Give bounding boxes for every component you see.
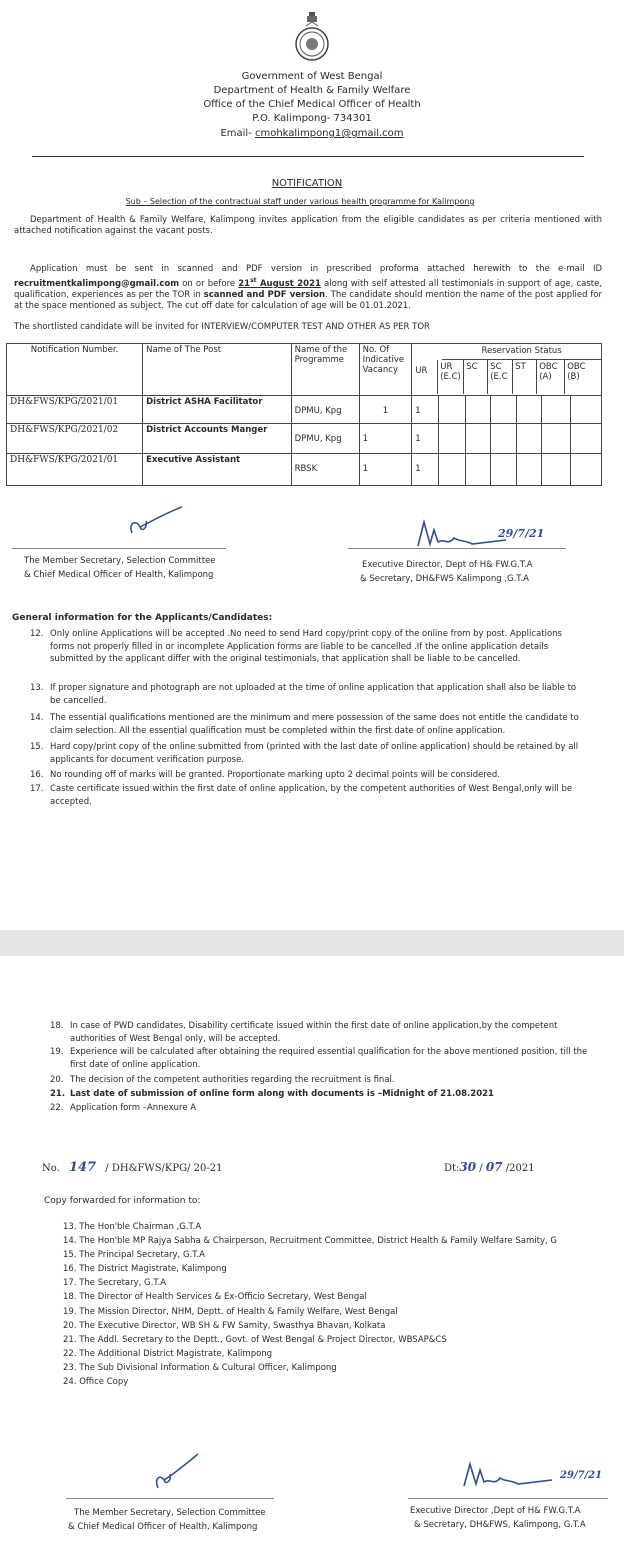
res-col-obc-a: OBC (A) — [537, 360, 565, 394]
list-item: 14. The essential qualifications mentioned are the minimum and mere possession of the same does not entitle the candidate to claim selection. All the essential qualification must be completed within the first date of online application. — [30, 713, 579, 736]
state-emblem — [293, 12, 331, 62]
list-item: 19. The Mission Director, NHM, Deptt. of Health & Family Welfare, West Bengal — [63, 1306, 398, 1317]
signature-line-left-2 — [66, 1498, 274, 1499]
member-secretary-signature-2 — [152, 1452, 202, 1496]
general-info-list — [30, 628, 586, 809]
list-item: 21. The Addl. Secretary to the Deptt., Govt. of West Bengal & Project Director, WBSAP&CS — [63, 1334, 447, 1345]
list-item: 17. The Secretary, G.T.A — [63, 1278, 167, 1289]
signature-line-left — [12, 548, 226, 549]
executive-director-title-1: Executive Director, Dept of H& FW.G.T.A — [362, 560, 533, 570]
res-col-obc-b: OBC (B) — [567, 362, 586, 382]
vacancy-table — [6, 343, 602, 486]
list-item: 22. The Additional District Magistrate, Kalimpong — [63, 1348, 273, 1359]
email-label: Email- — [220, 128, 252, 139]
executive-director-title-2b: & Secretary, DH&FWS, Kalimpong, G.T.A — [414, 1520, 586, 1530]
list-item: 22. Application form –Annexure A — [50, 1103, 197, 1113]
list-item: 16. The District Magistrate, Kalimpong — [63, 1264, 227, 1275]
list-item: 24. Office Copy — [63, 1377, 129, 1388]
application-paragraph: Application must be sent in scanned and PDF version in prescribed proforma attached herewith to the e-mail ID recruitmentkalimpong@gmail.com on or before 21st August 2021 along with self attested all testimonials in support of age, caste, qualification, experiences as per the TOR in scanned and PDF version. The candidate should mention the name of the post applied for at the space mentioned as subject. The cut off date for calculation of age will be 01.01.2021. — [14, 264, 603, 311]
list-item: 15. Hard copy/print copy of the online submitted from (printed with the last date of online application) should be retained by all applicants for document verification purpose. — [30, 742, 579, 765]
list-item: 16. No rounding off of marks will be granted. Proportionate marking upto 2 decimal points will be considered. — [30, 770, 500, 780]
copy-forwarded-title: Copy forwarded for information to: — [44, 1196, 201, 1206]
header-government: Government of West Bengal — [241, 71, 383, 82]
copy-list — [63, 1220, 624, 1389]
list-item: 17. Caste certificate issued within the first date of online application, by the competent authorities of West Bengal,only will be accepted. — [30, 784, 573, 807]
executive-director-signature-2 — [460, 1458, 556, 1498]
table-row: DH&FWS/KPG/2021/01 District ASHA Facilitator DPMU, Kpg 1 1 — [7, 396, 602, 424]
list-item: 13. The Hon'ble Chairman ,G.T.A — [63, 1222, 202, 1232]
header-programme: Name of the Programme — [291, 344, 359, 396]
notification-title: NOTIFICATION — [271, 178, 343, 189]
general-info-list-continued — [50, 1020, 598, 1116]
list-item: 18. In case of PWD candidates, Disability certificate issued within the first date of online application,by the competent authorities of West Bengal only, will be accepted. — [50, 1021, 558, 1044]
intro-paragraph: Department of Health & Family Welfare, Kalimpong invites application from the eligible candidates as per criteria mentioned with attached notification against the vacant posts. — [14, 215, 602, 236]
signature-date-1: 29/7/21 — [498, 527, 545, 540]
memo-number-handwritten: 147 — [68, 1160, 97, 1175]
res-col-ur: UR — [412, 360, 438, 394]
member-secretary-title-2b: & Chief Medical Officer of Health, Kalimpong — [68, 1522, 258, 1532]
memo-date: Dt:30 / 07 /2021 — [444, 1160, 535, 1174]
recruitment-email[interactable]: recruitmentkalimpong@gmail.com — [14, 278, 180, 289]
list-item: 19. Experience will be calculated after obtaining the required essential qualification for the above mentioned position, till the first date of online application. — [50, 1047, 588, 1070]
header-email-line — [0, 127, 624, 141]
member-secretary-signature — [126, 505, 186, 545]
signature-line-right — [348, 548, 566, 549]
list-item: 23. The Sub Divisional Information & Cultural Officer, Kalimpong — [63, 1362, 337, 1373]
res-col-sc: SC — [464, 360, 488, 394]
res-col-ur-ec: UR (E.C) — [438, 360, 464, 394]
executive-director-signature — [414, 516, 510, 560]
header-post-name: Name of The Post — [143, 344, 291, 396]
memo-number: No. 147 / DH&FWS/KPG/ 20-21 — [42, 1160, 223, 1175]
list-item: 14. The Hon'ble MP Rajya Sabha & Chairperson, Recruitment Committee, District Health & Family Welfare Samity, G — [63, 1236, 557, 1247]
list-item: 18. The Director of Health Services & Ex-Officio Secretary, West Bengal — [63, 1292, 367, 1303]
list-item: 21. Last date of submission of online form along with documents is –Midnight of 21.08.2021 — [50, 1089, 494, 1099]
email-link[interactable]: cmohkalimpong1@gmail.com — [254, 128, 404, 139]
header-department: Department of Health & Family Welfare — [213, 85, 411, 96]
header-vacancy: No. Of Indicative Vacancy — [359, 344, 412, 396]
deadline-date: 21st August 2021 — [238, 277, 321, 289]
header-address: P.O. Kalimpong- 734301 — [252, 113, 372, 124]
shortlist-note: The shortlisted candidate will be invited for INTERVIEW/COMPUTER TEST AND OTHER AS PER TOR — [14, 322, 430, 332]
header-reservation: Reservation Status UR UR (E.C) SC SC (E.C ST OBC (A) OBC (B) — [412, 344, 602, 396]
notification-subject: Sub – Selection of the contractual staff under various health programme for Kalimpong — [125, 197, 475, 206]
header-divider — [32, 156, 584, 157]
table-row: DH&FWS/KPG/2021/02 District Accounts Manger DPMU, Kpg 1 1 — [7, 424, 602, 454]
list-item: 15. The Principal Secretary, G.T.A — [63, 1250, 205, 1261]
member-secretary-title-1: The Member Secretary, Selection Committee — [24, 556, 216, 566]
res-col-sc-ec: SC (E.C — [488, 360, 513, 394]
table-row: DH&FWS/KPG/2021/01 Executive Assistant RBSK 1 1 — [7, 454, 602, 486]
list-item: 20. The decision of the competent authorities regarding the recruitment is final. — [50, 1075, 395, 1085]
header-office: Office of the Chief Medical Officer of Health — [203, 99, 421, 110]
list-item: 12. Only online Applications will be accepted .No need to send Hard copy/print copy of the online from by post. Applications forms not properly filled in or incomplete Application forms are liable to be cancelled .If the online application details submitted by the applicant differ with the original testimonials, that application shall be liable to be cancelled. — [30, 629, 562, 664]
list-item: 20. The Executive Director, WB SH & FW Samity, Swasthya Bhavan, Kolkata — [63, 1320, 386, 1331]
executive-director-title-2: & Secretary, DH&FWS Kalimpong ,G.T.A — [360, 574, 529, 584]
list-item: 13. If proper signature and photograph are not uploaded at the time of online application that application shall also be liable to be cancelled. — [30, 683, 577, 706]
member-secretary-title-2: & Chief Medical Officer of Health, Kalimpong — [24, 570, 214, 580]
res-col-st: ST — [513, 360, 537, 394]
header-notification-number: Notification Number. — [7, 344, 143, 396]
general-info-title: General information for the Applicants/Candidates: — [12, 613, 273, 623]
signature-date-2: 29/7/21 — [560, 1470, 603, 1481]
executive-director-title-2a: Executive Director ,Dept of H& FW.G.T.A — [410, 1506, 581, 1516]
member-secretary-title-2a: The Member Secretary, Selection Committee — [74, 1508, 266, 1518]
page-break — [0, 930, 624, 956]
signature-line-right-2 — [408, 1498, 608, 1499]
